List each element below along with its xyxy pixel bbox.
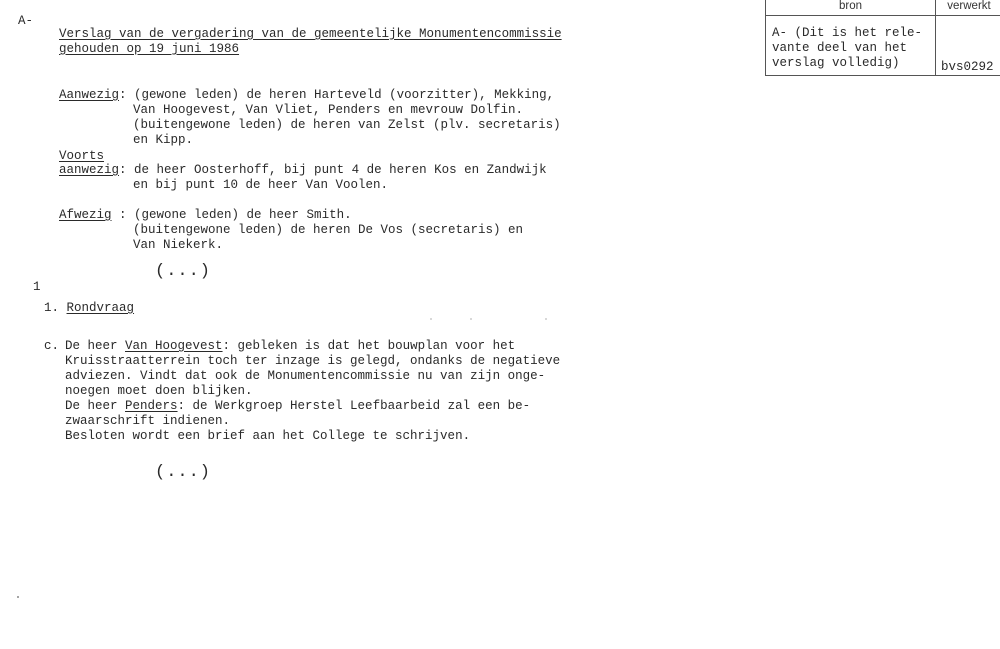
item-line5-prefix: De heer bbox=[65, 399, 126, 413]
aanwezig-line4: en Kipp. bbox=[133, 133, 194, 147]
item-line1-prefix: De heer bbox=[65, 339, 126, 353]
afwezig-row bbox=[59, 208, 352, 222]
voorts-line2: en bij punt 10 de heer Van Voolen. bbox=[133, 178, 389, 192]
aanwezig-separator: : bbox=[119, 88, 127, 102]
item-line7: Besloten wordt een brief aan het College te schrijven. bbox=[65, 429, 471, 443]
omission-ellipsis-2: (...) bbox=[155, 463, 212, 482]
header-bron: bron bbox=[838, 0, 863, 12]
scan-speck bbox=[470, 318, 472, 320]
aanwezig-row bbox=[59, 88, 554, 102]
item-line3: adviezen. Vindt dat ook de Monumentencommissie nu van zijn onge- bbox=[65, 369, 546, 383]
document-title-line2: gehouden op 19 juni 1986 bbox=[59, 42, 240, 56]
source-note: A- (Dit is het rele- vante deel van het verslag volledig) bbox=[772, 26, 923, 70]
item-letter: c. bbox=[44, 339, 60, 353]
voorts-separator: : bbox=[119, 163, 127, 177]
item-line1-rest: : gebleken is dat het bouwplan voor het bbox=[222, 339, 516, 353]
scan-speck bbox=[545, 318, 547, 320]
voorts-label: Voorts bbox=[59, 149, 105, 163]
item-line6: zwaarschrift indienen. bbox=[65, 414, 231, 428]
voorts-aanwezig-label: aanwezig bbox=[59, 163, 120, 177]
scan-speck bbox=[430, 318, 432, 320]
document-prefix: A- bbox=[18, 14, 34, 28]
aanwezig-label: Aanwezig bbox=[59, 88, 120, 102]
scan-speck bbox=[17, 596, 19, 598]
omission-ellipsis-1: (...) bbox=[155, 262, 212, 281]
item-line1 bbox=[65, 339, 515, 353]
item-line5 bbox=[65, 399, 530, 413]
margin-number: 1 bbox=[33, 280, 41, 294]
item-line2: Kruisstraatterrein toch ter inzage is gelegd, ondanks de negatieve bbox=[65, 354, 561, 368]
afwezig-line2: (buitengewone leden) de heren De Vos (secretaris) en bbox=[133, 223, 524, 237]
item-line5-rest: : de Werkgroep Herstel Leefbaarbeid zal een be- bbox=[177, 399, 531, 413]
speaker-penders: Penders bbox=[125, 399, 178, 413]
speaker-van-hoogevest: Van Hoogevest bbox=[125, 339, 223, 353]
item-line4: noegen moet doen blijken. bbox=[65, 384, 253, 398]
section-heading bbox=[44, 301, 134, 315]
voorts-row bbox=[59, 163, 547, 177]
aanwezig-text: (gewone leden) de heren Harteveld (voorzitter), Mekking, bbox=[126, 88, 555, 102]
afwezig-label: Afwezig bbox=[59, 208, 112, 222]
afwezig-separator: : bbox=[111, 208, 127, 222]
aanwezig-line3: (buitengewone leden) de heren van Zelst (plv. secretaris) bbox=[133, 118, 561, 132]
table-header-divider bbox=[766, 15, 1000, 16]
voorts-text: de heer Oosterhoff, bij punt 4 de heren Kos en Zandwijk bbox=[126, 163, 547, 177]
document-code: bvs0292 bbox=[941, 60, 994, 74]
source-table bbox=[765, 0, 1000, 76]
document-title-line1: Verslag van de vergadering van de gemeentelijke Monumentencommissie bbox=[59, 27, 562, 41]
afwezig-text: (gewone leden) de heer Smith. bbox=[126, 208, 352, 222]
header-verwerkt: verwerkt bbox=[947, 0, 991, 12]
aanwezig-line2: Van Hoogevest, Van Vliet, Penders en mevrouw Dolfin. bbox=[133, 103, 524, 117]
afwezig-line3: Van Niekerk. bbox=[133, 238, 224, 252]
section-title: Rondvraag bbox=[66, 301, 135, 315]
section-number: 1. bbox=[44, 301, 60, 315]
